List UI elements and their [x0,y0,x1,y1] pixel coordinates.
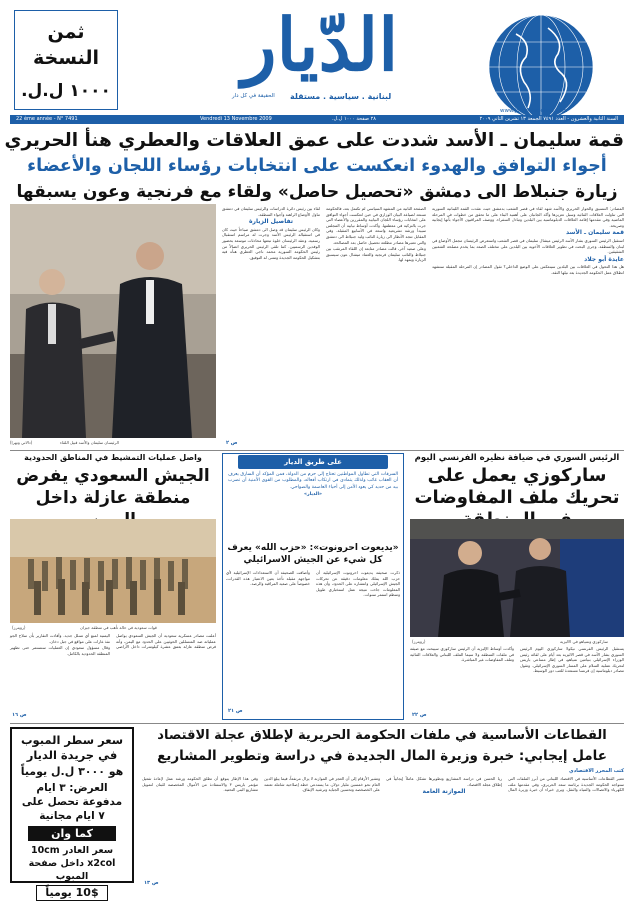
saudi-headline: الجيش السعودي يفرض منطقة عازلة داخل [16,466,210,508]
headline-1: قمة سليمان ـ الأسد شددت على عمق العلاقات والعطري هنأ الحريري [4,130,624,151]
editorial-body-text: السرقات التي تطاول المواطنين تحتاج إلى حزم من الدولة، فمن المؤكد أن السارق يعرف أن العقاب غائب ولذلك يتمادى في ارتكاب أفعاله، والمطلوب من القوى الأمنية أن تضرب بيد من حديد كي يعود الأمن إلى أحياء العاصمة والضواحي. [228,472,398,490]
economy-headline: عامل إيجابي: خبرة وزيرة المال الجديدة في دراسة وتطوير المشاريع [157,748,607,764]
price-box [14,10,118,110]
website-url: www.journaladdiyar.com [500,108,568,114]
masthead-tagline: لبنانية . سياسية . مستقلة [290,92,392,101]
sarkozy-photo-credit: (رويترز) [412,639,426,644]
economy-subhead: الموازنة العامة [422,788,466,796]
editorial-body [228,472,398,538]
lead-col-left-text-2: وكان الرئيس سليمان قد وصل الى دمشق صباحاً حيث كان في استقباله الرئيس الأسد وجرت له مراسم استقبال رسمية. وعقد الرئيسان خلوة تبعتها محادثات موسعة بحضور الوفدين الرسميين. كما تلقى الرئيس الحريري اتصالاً من رئيس الحكومة السورية محمد ناجي العطري هنأه فيه بتشكيل الحكومة الجديدة وتمنى له التوفيق. [222,226,320,260]
ad-title: سعر سطر المبوب في جريدة الديار [20,733,124,762]
classifieds-ad[interactable] [10,727,134,899]
sarkozy-body-text-2: وأكدت أوساط الإليزيه أن الرئيس ساركوزي سيبحث مع ضيفه في ملفات المنطقة ولا سيما الملف اللبناني والعلاقات الثنائية وملف المفاوضات غير المباشرة. [410,646,514,663]
ad-offer: العرض: ٣ ايام مدفوعة تحصل على ٧ ايام مجانية [21,782,123,822]
economy-body-text-2: وتشير الأرقام إلى أن العجز في الموازنة لا يزال مرتفعاً، فيما يبلغ الدين العام نحو خمسين مليار دولار، ما يستدعي خطة إصلاحية شاملة تعتمد على الخصخصة وتحسين الجباية وترشيد الإنفاق. [264,776,380,793]
headline-2: أجواء التوافق والهدوء انعكست على انتخابات رؤساء اللجان والأعضاء [27,156,607,176]
sarkozy-headline: ساركوزي يعمل على تحريك ملف المفاوضات [414,465,620,508]
sarkozy-body [410,646,624,712]
section-divider [10,450,624,451]
economy-body-text: تعتبر القطاعات الأساسية في الاقتصاد اللبناني من أبرز الملفات التي ستواجه الحكومة الجديدة برئاسة سعد الحريري، وفي مقدمها ملف الكهرباء والاتصالات والمياه والنقل. ويرى خبراء أن خبرة وزيرة المال ريا الحسن في دراسة المشاريع وتطويرها تشكل عاملاً إيجابياً في إطلاق عجلة الاقتصاد. [386,776,624,793]
ad-highlight: كما وان [28,826,116,841]
lead-col-left [222,206,320,438]
editorial-continued[interactable]: ص ٢١ [228,708,243,714]
sarkozy-body-text: يستقبل الرئيس الفرنسي نيكولا ساركوزي اليوم الرئيس السوري بشار الأسد في قصر الاليزيه بعد أيام على لقائه رئيس الوزراء الإسرائيلي بنيامين نتنياهو، في إطار مساعي باريس لتحريك عملية السلام على المسار السوري الإسرائيلي. وتقول مصادر دبلوماسية إن فرنسا مستعدة للعب دور الوسيط. [520,646,624,674]
editorial-sub-body-text-2: وأضافت الصحيفة أن الاستعدادات الإسرائيلية لأي مواجهة مقبلة تأخذ بعين الاعتبار هذه القدرات، خصوصاً على صعيد المراقبة والرصد. [226,570,310,587]
lead-subhead-2: عايدة أبو جلاد [584,255,624,263]
saudi-kicker: واصل عمليات التمشيط في المناطق الحدودية [24,453,202,462]
economy-continued[interactable]: ص ١٣ [144,880,159,886]
editorial-kicker: على طريق الديار [238,455,388,469]
saudi-photo-caption: قوات سعودية في حالة تأهب في منطقة جيزان [80,625,157,630]
saudi-body-text-2: وقال مسؤول سعودي إن العمليات ستستمر حتى تطهير المنطقة الحدودية بالكامل. [10,645,110,656]
economy-body-text-3: وفي هذا الإطار يتوقع أن تطلق الحكومة ورشة عمل لإعادة تفعيل مؤتمر باريس ٣ والاستفادة من الأموال المخصصة للبنان لتمويل مشاريع البنى التحتية. [142,776,258,793]
summit-photo-credit: (دالاتي ونهرا) [10,440,33,445]
french-issue: 22 ème année - N° 7491 [16,116,78,122]
sarkozy-photo [410,519,624,637]
sarkozy-kicker: الرئيس السوري في ضيافة نظيره الفرنسي اليوم [414,453,620,463]
lead-col-right-text-3: هل هذا التحول في العلاقات بين البلدين سينعكس على الوضع الداخلي؟ تقول المصادر إن المرحلة المقبلة ستشهد انطلاق عمل الحكومة الجديدة بعد نيلها الثقة. [432,264,624,275]
masthead-slogan: الحقيقة في كل دار [232,93,275,99]
saudi-photo [10,519,216,623]
saudi-continued[interactable]: ص ١٦ [12,712,27,718]
lead-subhead-3: تفاصيل الزيارة [248,218,294,226]
lead-subhead-1: قمة سليمان ـ الأسد [566,229,624,237]
economy-byline: كتب المحرر الاقتصادي [569,768,624,774]
saudi-photo-credit: (رويترز) [12,625,26,630]
ad-detail: سعر العادر 10cm x2col داخل صفحة المبوب [28,845,116,882]
price-value: ١٠٠٠ ل.ل. [21,81,111,101]
issue-bar [10,115,624,124]
globe-icon [486,12,596,122]
economy-body [142,776,624,882]
lead-col-right-text-2: استقبل الرئيس السوري بشار الأسد الرئيس ميشال سليمان في قصر الشعب واستعرض الرئيسان مجمل الأوضاع في لبنان والمنطقة. وجرى البحث في تطوير العلاقات الأخوية بين البلدين على مختلف الصعد بما يخدم مصلحة الشعبين الشقيقين. [432,237,624,255]
price-line: ٢٨ صفحة ١٠٠٠ ل.ل. [331,116,376,122]
headline-3: زيارة جنبلاط الى دمشق «تحصيل حاصل» ولقاء مع فرنجية وعون يسبقها [16,182,618,202]
editorial-sub-headline: «يديعوت احرونوت»: «حزب الله» يعرف كل شيء عن الجيش الاسرائيلي [227,543,399,565]
lead-col-right [432,206,624,449]
sarkozy-photo-caption: ساركوزي ونتنياهو في الاليزيه [560,639,608,644]
masthead-logo: الدّيار [241,2,399,87]
summit-photo [10,204,216,438]
saudi-body [10,633,216,711]
ad-price: 10$ يومياً [36,885,108,901]
lead-continued[interactable]: ص ٢ [226,440,238,446]
lead-col-middle-text-2: وعلى صعيد آخر، قالت مصادر متابعة إن اللقاء المرتقب بين جنبلاط والنائب سليمان فرنجية والعماد ميشال عون سيسبق الزيارة ويمهد لها. [326,246,426,263]
lead-col-middle-text: الصفحة الثانية من المشهد السياسي لم تكتمل بعد، فالحكومة تستعد لصياغة البيان الوزاري في حين انعكست أجواء التوافق على انتخابات رؤساء اللجان النيابية والمقررين والأعضاء التي جرت بالتزكية في معظمها. وأكدت أوساط نيابية أن المجلس سيبدأ ورشة تشريعية واسعة في الأسابيع المقبلة. وفي المقابل تتجه الأنظار الى زيارة النائب وليد جنبلاط الى دمشق والتي تعتبرها مصادر مطلعة تحصيل حاصل بعد المصالحة. [326,206,426,245]
editorial-sub-body [226,570,400,716]
editorial-sign: «الديار» [304,491,322,497]
sarkozy-continued[interactable]: ص ٢٢ [412,712,427,718]
economy-kicker: القطاعات الأساسية في ملفات الحكومة الحريرية لإطلاق عجلة الاقتصاد [157,728,607,743]
french-date: Vendredi 13 Novembre 2009 [200,116,272,122]
ad-rate: هو ٣٠٠٠ ل.ل يومياً [20,765,124,778]
editorial-sub-body-text: ذكرت صحيفة يديعوت احرونوت الإسرائيلية أن حزب الله يملك معلومات دقيقة عن تحركات الجيش الإسرائيلي وانتشاره على الحدود، وأن هذه المعلومات جاءت نتيجة عمل استخباري طويل ومنظم استمر سنوات. [316,570,400,598]
section-divider-2 [10,723,624,724]
price-label: ثمن النسخة [33,21,99,69]
issue-line: السنة الثانية والعشرون - العدد ٧٤٩١ الجمعة ١٣ تشرين الثاني ٢٠٠٩ [479,116,618,122]
lead-col-left-text: لقاء بين رئيس دائرة الدراسات والرئيس سليمان في دمشق تناول الأوضاع الراهنة وأجواء المنطقة. [222,206,320,217]
summit-photo-caption: الرئيسان سليمان والأسد قبيل اللقاء [60,440,119,445]
lead-col-right-text: المصادر: التنسيق والحوار الحريري والأسد شهد لقاء في قصر الشعب بدمشق حيث عقدت القمة اللبنانية السورية التي تناولت العلاقات الثنائية وسبل تعزيزها وأكد الجانبان على أهمية البناء على ما تحقق من خطوات في المرحلة الماضية وفي مقدمها إقامة العلاقات الدبلوماسية بين البلدين وتبادل السفراء. ووصف المراقبون الأجواء بأنها إيجابية وصريحة. [432,206,624,228]
saudi-body-text: أعلنت مصادر عسكرية سعودية أن الجيش السعودي يواصل عملياته ضد المتسللين الحوثيين على الحدود مع اليمن، وأنه فرض منطقة عازلة بعمق عشرة كيلومترات داخل الأراضي اليمنية لمنع أي تسلل جديد. وأفادت التقارير بأن سلاح الجو نفذ غارات على مواقع في جبل دخان. [10,633,216,650]
lead-col-middle [326,206,426,449]
